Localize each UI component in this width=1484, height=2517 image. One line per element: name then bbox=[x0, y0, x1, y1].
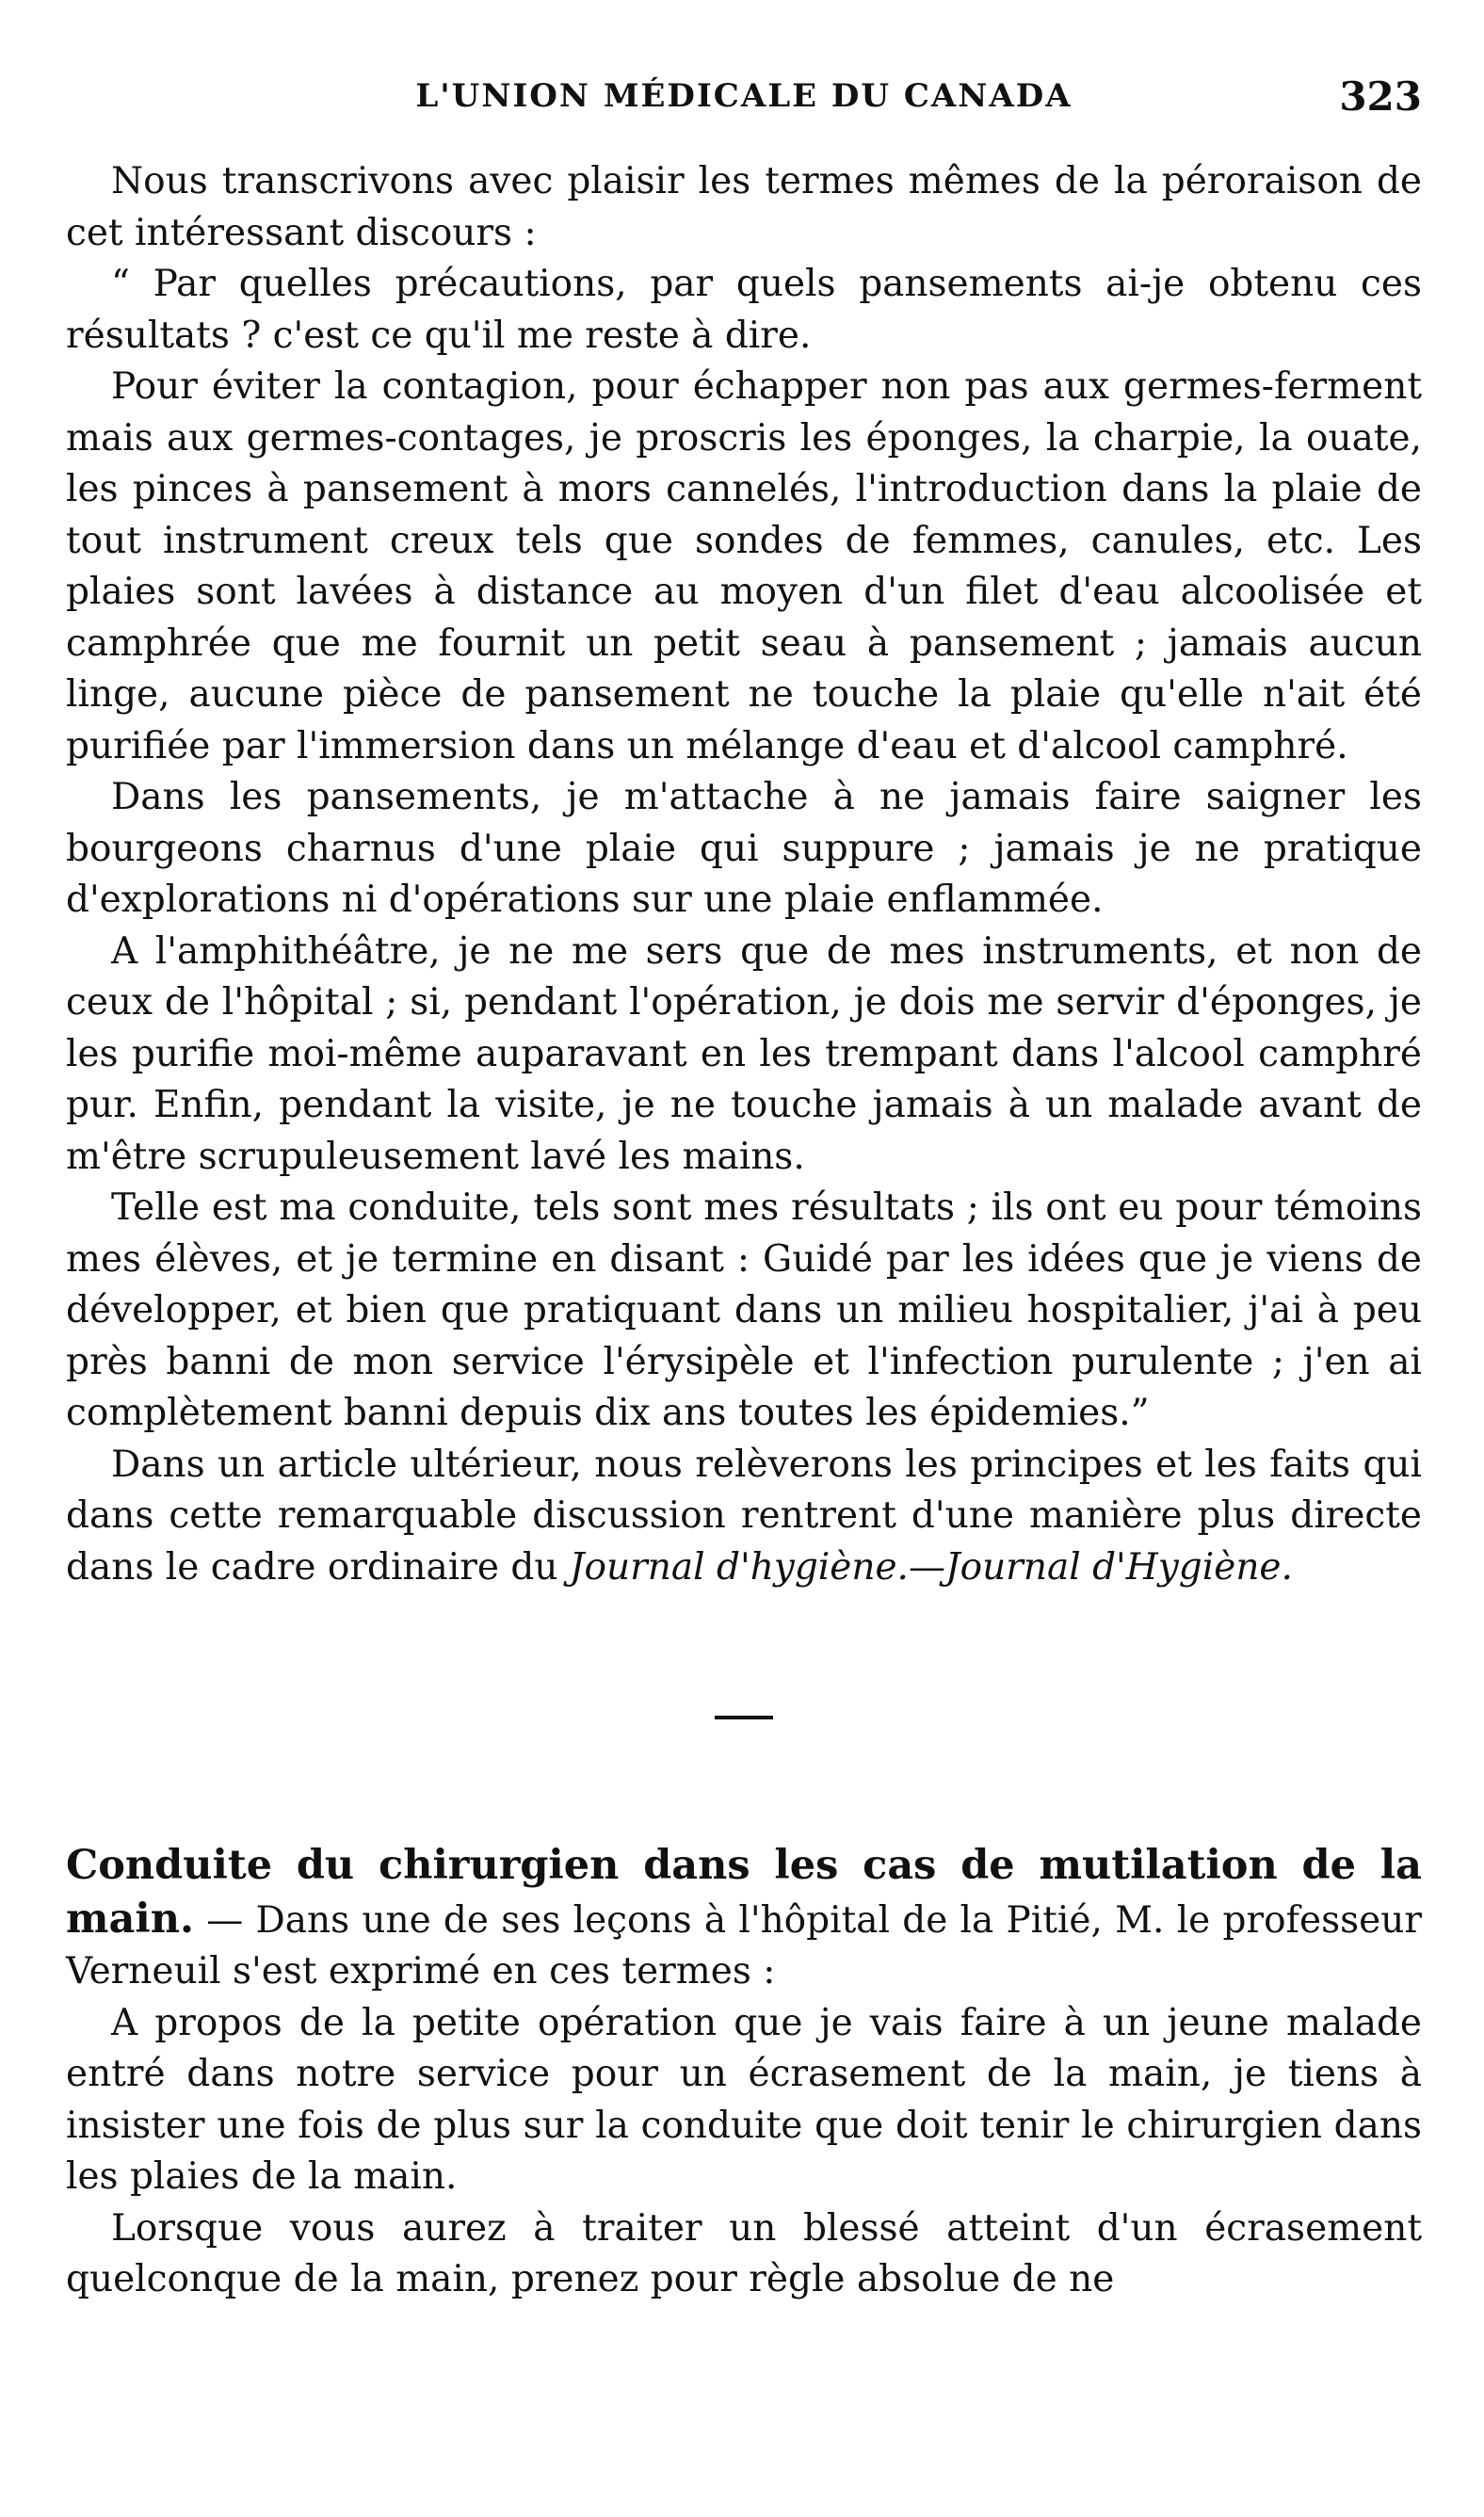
paragraph: Nous transcrivons avec plaisir les termes mêmes de la péroraison de cet intéressant discours : bbox=[66, 160, 1422, 254]
paragraph: Dans les pansements, je m'attache à ne jamais faire saigner les bourgeons charnus d'une plaie qui suppure ; jamais je ne pratique d'explorations ni d'opérations sur une plaie enflammée. bbox=[66, 776, 1422, 921]
source-citation: Journal d'hygiène.—Journal d'Hygiène. bbox=[569, 1545, 1293, 1589]
journal-page bbox=[66, 66, 1422, 2477]
paragraph: Lorsque vous aurez à traiter un blessé atteint d'un écrasement quelconque de la main, prenez pour règle absolue de ne bbox=[66, 2206, 1422, 2300]
running-head bbox=[66, 66, 1422, 132]
paragraph: “ Par quelles précautions, par quels pansements ai-je obtenu ces résultats ? c'est ce qu'il me reste à dire. bbox=[66, 263, 1422, 357]
paragraph: A l'amphithéâtre, je ne me sers que de mes instruments, et non de ceux de l'hôpital ; si, pendant l'opération, je dois me servir d'éponges, je les purifie moi-même auparavant en les trempant dans l'alcool camphré pur. Enfin, pendant la visite, je ne touche jamais à un malade avant de m'être scrupuleusement lavé les mains. bbox=[66, 929, 1422, 1178]
article-heading-paragraph bbox=[66, 1840, 1422, 1998]
paragraph: Pour éviter la contagion, pour échapper non pas aux germes-ferment mais aux germes-contages, je proscris les éponges, la charpie, la ouate, les pinces à pansement à mors cannelés, l'introduction dans la plaie de tout instrument creux tels que sondes de femmes, canules, etc. Les plaies sont lavées à distance au moyen d'un filet d'eau alcoolisée et camphrée que me fournit un petit seau à pansement ; jamais aucun linge, aucune pièce de pansement ne touche la plaie qu'elle n'ait été purifiée par l'immersion dans un mélange d'eau et d'alcool camphré. bbox=[66, 365, 1422, 767]
article-section-1 bbox=[66, 156, 1422, 1593]
section-divider bbox=[715, 1716, 773, 1719]
article-intro: — Dans une de ses leçons à l'hôpital de la Pitié, M. le professeur Verneuil s'est exprimé en ces termes : bbox=[66, 1898, 1422, 1993]
final-paragraph-text: Dans un article ultérieur, nous relèverons les principes et les faits qui dans cette remarquable discussion rentrent d'une manière plus directe dans le cadre ordinaire du bbox=[66, 1443, 1422, 1589]
article-heading: Conduite du chirurgien dans les cas de mutilation de la main. bbox=[66, 1842, 1422, 1943]
final-paragraph bbox=[66, 1440, 1422, 1594]
page-number: 323 bbox=[1339, 73, 1422, 120]
paragraph: A propos de la petite opération que je vais faire à un jeune malade entré dans notre service pour un écrasement de la main, je tiens à insister une fois de plus sur la conduite que doit tenir le chirurgien dans les plaies de la main. bbox=[66, 2001, 1422, 2198]
paragraph: Telle est ma conduite, tels sont mes résultats ; ils ont eu pour témoins mes élèves, et je termine en disant : Guidé par les idées que je viens de développer, et bien que pratiquant dans un milieu hospitalier, j'ai à peu près banni de mon service l'érysipèle et l'infection purulente ; j'en ai complètement banni depuis dix ans toutes les épidemies.” bbox=[66, 1186, 1422, 1434]
running-title: L'UNION MÉDICALE DU CANADA bbox=[415, 77, 1073, 115]
article-section-2 bbox=[66, 1840, 1422, 2306]
